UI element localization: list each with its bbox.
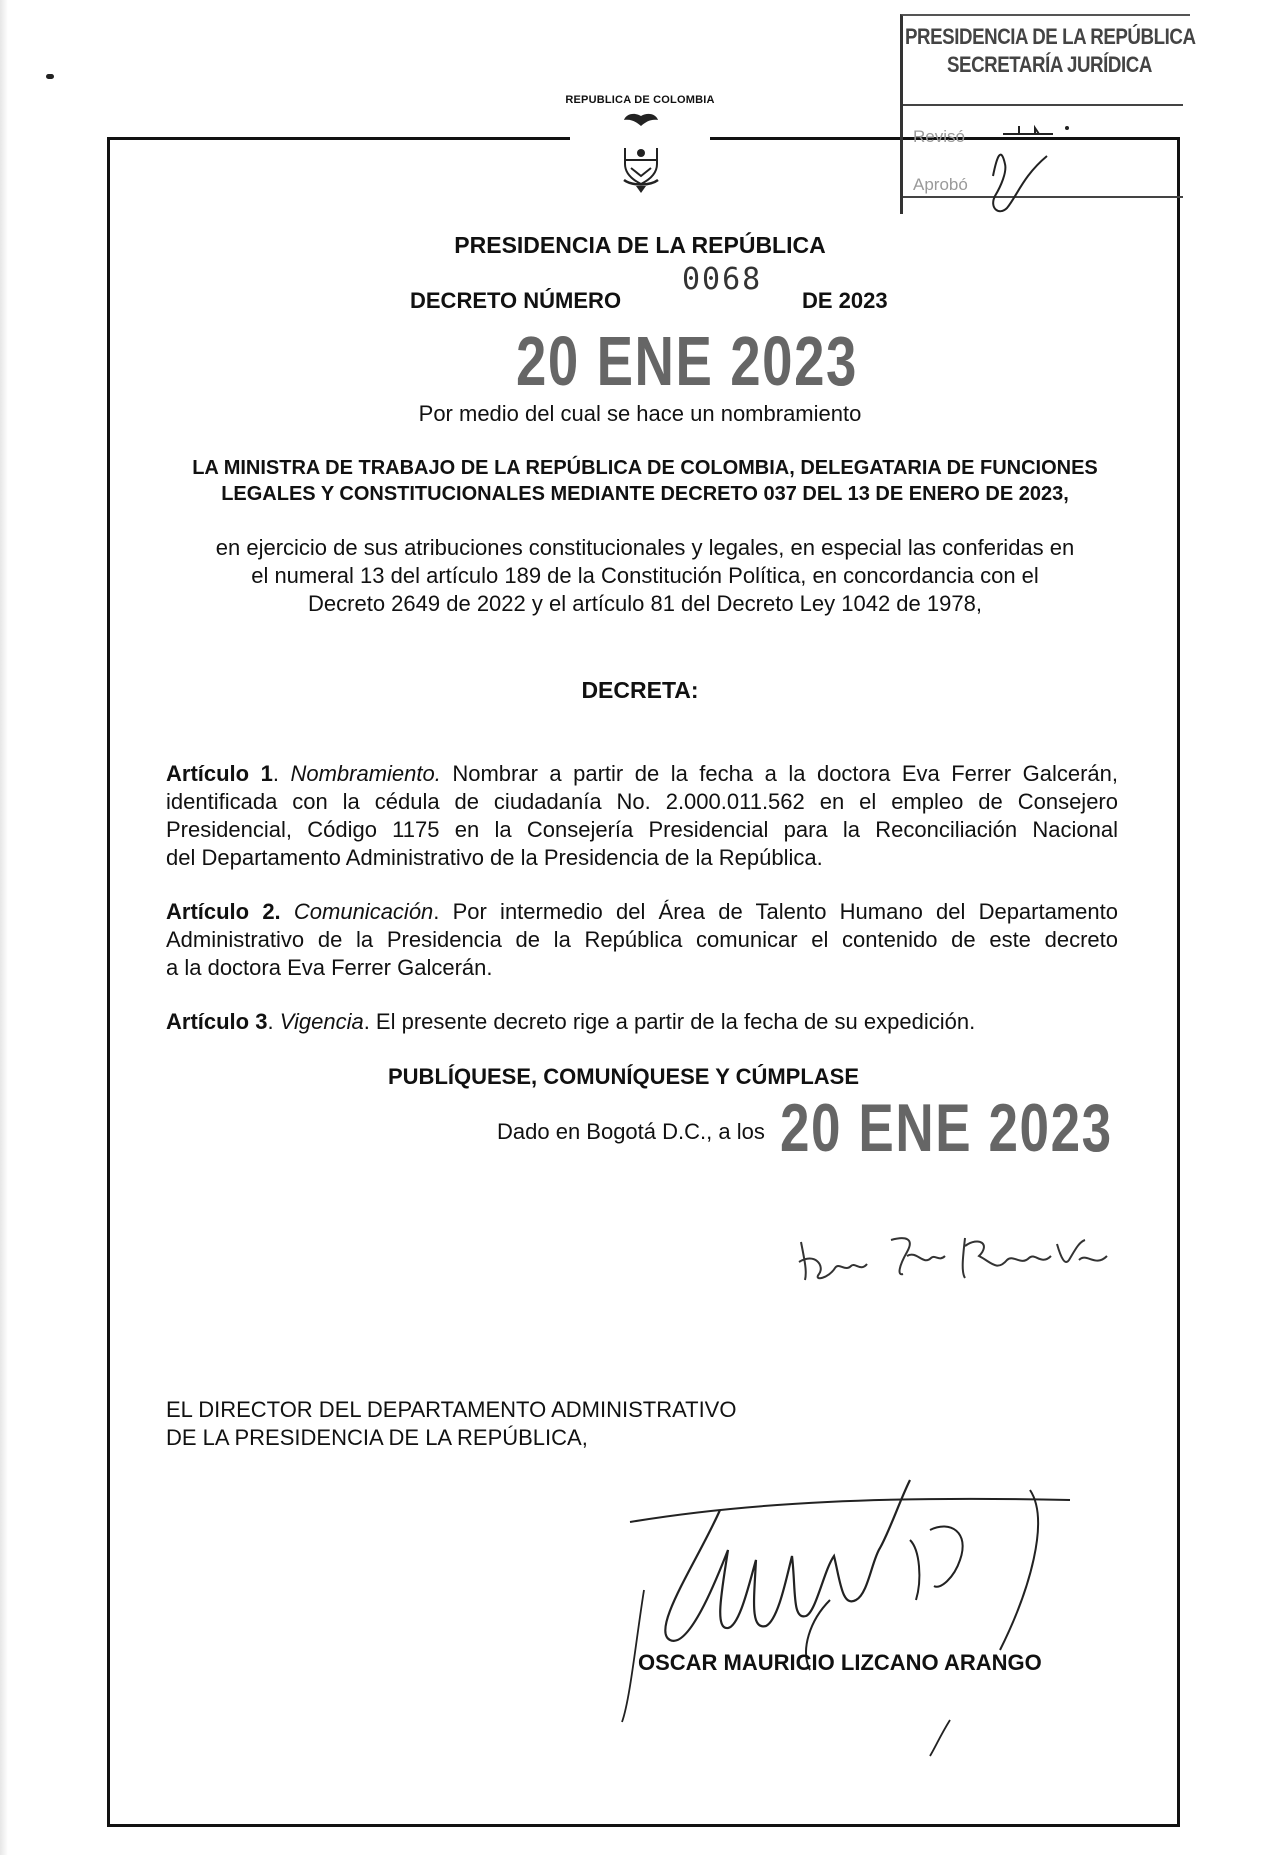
article-3-title: Vigencia xyxy=(279,1009,364,1034)
authority-line-1: LA MINISTRA DE TRABAJO DE LA REPÚBLICA DE COLOMBIA, DELEGATARIA DE FUNCIONES xyxy=(192,457,1098,479)
article-1-separator: . xyxy=(272,761,291,786)
powers-line-3: Decreto 2649 de 2022 y el artículo 81 del Decreto Ley 1042 de 1978, xyxy=(308,591,982,616)
director-line-1: EL DIRECTOR DEL DEPARTAMENTO ADMINISTRATIVO xyxy=(166,1397,737,1422)
article-2-separator xyxy=(281,899,294,924)
article-2-line-1: . Por intermedio del Área de Talento Humano del Departamento xyxy=(433,899,1118,924)
stamp-divider xyxy=(903,104,1183,106)
article-1-line-4: del Departamento Administrativo de la Presidencia de la República. xyxy=(166,845,823,870)
director-signature xyxy=(610,1460,1090,1760)
signer-name: OSCAR MAURICIO LIZCANO ARANGO xyxy=(638,1650,1042,1675)
stamp-line1: PRESIDENCIA DE LA REPÚBLICA xyxy=(905,24,1196,49)
article-1-label: Artículo 1 xyxy=(166,761,273,786)
authority-statement xyxy=(130,455,1160,507)
stamp-approved-label: Aprobó xyxy=(913,175,968,194)
date-stamp: 20 ENE 2023 xyxy=(516,322,858,400)
article-2-line-3: a la doctora Eva Ferrer Galcerán. xyxy=(166,955,493,980)
article-2 xyxy=(166,898,1118,982)
review-stamp xyxy=(900,14,1196,214)
article-3-label: Artículo 3 xyxy=(166,1009,268,1034)
article-1-line-2: identificada con la cédula de ciudadanía No. 2.000.011.562 en el empleo de Consejero xyxy=(166,789,1118,814)
frame-gap xyxy=(570,128,710,148)
article-3-separator: . xyxy=(267,1009,280,1034)
country-heading: REPUBLICA DE COLOMBIA xyxy=(565,94,715,106)
scan-edge xyxy=(0,0,8,1855)
first-signature xyxy=(795,1222,1115,1292)
article-1-line-3: Presidencial, Código 1175 en la Consejería Presidencial para la Reconciliación Nacional xyxy=(166,817,1118,842)
powers-line-1: en ejercicio de sus atribuciones constitucionales y legales, en especial las conferidas en xyxy=(215,535,1075,560)
decree-subject: Por medio del cual se hace un nombramiento xyxy=(418,401,862,426)
closing-formula: PUBLÍQUESE, COMUNÍQUESE Y CÚMPLASE xyxy=(388,1064,860,1089)
article-3-line-1: . El presente decreto rige a partir de la fecha de su expedición. xyxy=(363,1009,976,1034)
director-line-2: DE LA PRESIDENCIA DE LA REPÚBLICA, xyxy=(166,1425,588,1450)
closing-date-stamp: 20 ENE 2023 xyxy=(780,1092,1116,1164)
article-1 xyxy=(166,760,1118,872)
article-2-line-2: Administrativo de la Presidencia de la República comunicar el contenido de este decreto xyxy=(166,927,1118,952)
article-2-title: Comunicación xyxy=(293,899,434,924)
decree-year-label: DE 2023 xyxy=(802,288,888,313)
decree-label: DECRETO NÚMERO xyxy=(410,288,622,313)
stamp-revised-label: Revisó xyxy=(913,127,965,146)
decreta-heading: DECRETA: xyxy=(581,677,699,703)
given-in: Dado en Bogotá D.C., a los xyxy=(497,1119,765,1144)
issuer-heading: PRESIDENCIA DE LA REPÚBLICA xyxy=(454,232,826,258)
powers-line-2: el numeral 13 del artículo 189 de la Constitución Política, en concordancia con el xyxy=(251,563,1039,588)
article-1-line-1: Nombrar a partir de la fecha a la doctora Eva Ferrer Galcerán, xyxy=(440,761,1118,786)
article-1-title: Nombramiento. xyxy=(290,761,441,786)
stamp-line2: SECRETARÍA JURÍDICA xyxy=(947,52,1152,77)
article-2-label: Artículo 2. xyxy=(166,899,281,924)
decree-number: 0068 xyxy=(682,262,763,297)
stamp-initials-icon xyxy=(983,116,1183,246)
powers-statement xyxy=(130,534,1160,618)
director-title xyxy=(166,1396,736,1452)
authority-line-2: LEGALES Y CONSTITUCIONALES MEDIANTE DECRETO 037 DEL 13 DE ENERO DE 2023, xyxy=(221,483,1069,505)
scan-speck xyxy=(46,74,54,79)
article-3 xyxy=(166,1008,1118,1036)
